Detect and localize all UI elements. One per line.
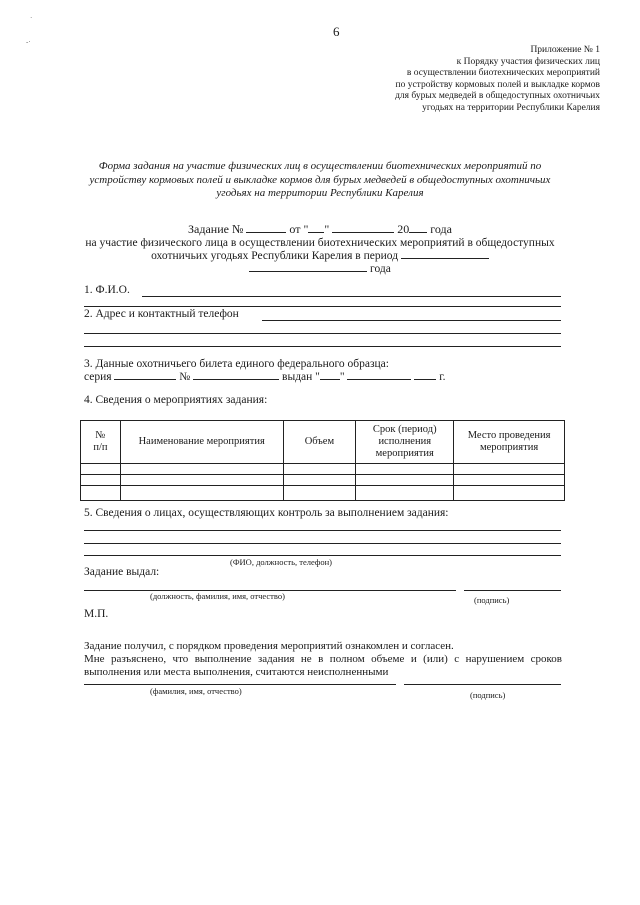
table-cell[interactable]	[283, 464, 356, 475]
appendix-line: для бурых медведей в общедоступных охотничьих	[395, 91, 600, 102]
table-cell[interactable]	[81, 475, 121, 486]
header-line: Срок (период)	[372, 424, 437, 435]
fio-field[interactable]	[142, 296, 561, 297]
task-day-field[interactable]	[308, 231, 324, 233]
table-cell[interactable]	[454, 475, 565, 486]
control-caption: (ФИО, должность, телефон)	[230, 557, 333, 567]
scan-mark: -·	[26, 38, 31, 46]
events-table	[80, 420, 565, 501]
series-label: серия	[84, 371, 112, 383]
fio-field-line-2[interactable]	[84, 306, 561, 307]
task-year-suffix: года	[430, 222, 452, 236]
receiver-signature-caption: (подпись)	[470, 690, 506, 700]
table-header-row	[81, 421, 565, 464]
events-label: 4. Сведения о мероприятиях задания:	[84, 394, 268, 406]
appendix-header	[320, 45, 600, 115]
table-cell[interactable]	[283, 475, 356, 486]
address-field-line-3[interactable]	[84, 346, 561, 347]
issued-by-label: Задание выдал:	[84, 566, 160, 578]
scan-mark: ·	[30, 14, 33, 22]
table-cell[interactable]	[81, 486, 121, 501]
ticket-number-label: №	[179, 371, 191, 383]
task-date-open: от "	[289, 222, 309, 236]
table-cell[interactable]	[120, 486, 283, 501]
task-subtitle-text: на участие физического лица в осуществлении биотехнических мероприятий в общедоступных охотничьих угодьях Республики Карелия в период	[85, 237, 555, 262]
table-cell[interactable]	[120, 464, 283, 475]
receiver-caption: (фамилия, имя, отчество)	[150, 686, 242, 696]
period-end-field[interactable]	[249, 270, 367, 272]
col-header-event-name	[120, 421, 283, 464]
fio-label: 1. Ф.И.О.	[84, 284, 130, 296]
table-row	[81, 486, 565, 501]
issued-by-caption: (должность, фамилия, имя, отчество)	[150, 591, 285, 601]
table-cell[interactable]	[283, 486, 356, 501]
table-cell[interactable]	[120, 475, 283, 486]
task-month-field[interactable]	[332, 231, 394, 233]
appendix-line: по устройству кормовых полей и выкладке кормов	[395, 79, 600, 90]
table-row	[81, 475, 565, 486]
col-header-volume	[283, 421, 356, 464]
period-start-field[interactable]	[401, 257, 489, 259]
appendix-line: угодьях на территории Республики Карелия	[422, 102, 600, 113]
ticket-details-row	[84, 371, 446, 383]
address-field[interactable]	[262, 320, 561, 321]
issued-day-field[interactable]	[320, 378, 340, 380]
table-cell[interactable]	[356, 475, 454, 486]
col-header-number	[81, 421, 121, 464]
task-year-field[interactable]	[409, 231, 427, 233]
issued-month-field[interactable]	[347, 378, 411, 380]
header-line: п/п	[93, 442, 108, 453]
table-cell[interactable]	[454, 486, 565, 501]
task-number-field[interactable]	[246, 231, 286, 233]
issued-quote: "	[339, 371, 345, 383]
col-header-location	[454, 421, 565, 464]
task-subtitle	[80, 237, 560, 276]
control-field[interactable]	[84, 530, 561, 531]
ticket-number-field[interactable]	[193, 378, 279, 380]
control-field-line-3[interactable]	[84, 555, 561, 556]
series-field[interactable]	[114, 378, 176, 380]
table-row	[81, 464, 565, 475]
table-cell[interactable]	[81, 464, 121, 475]
received-text: Задание получил, с порядком проведения мероприятий ознакомлен и согласен.	[84, 640, 454, 652]
issued-year-suffix: г.	[439, 371, 446, 383]
page-number: 6	[333, 24, 340, 39]
header-line: №	[95, 430, 106, 441]
header-line: Место проведения	[467, 430, 551, 441]
address-field-line-2[interactable]	[84, 333, 561, 334]
table-cell[interactable]	[356, 486, 454, 501]
table-cell[interactable]	[454, 464, 565, 475]
issued-label: выдан "	[282, 371, 320, 383]
task-year-prefix: 20	[397, 222, 410, 236]
control-label: 5. Сведения о лицах, осуществляющих контроль за выполнением задания:	[84, 507, 449, 519]
issued-by-signature-field[interactable]	[464, 590, 561, 591]
issued-by-signature-caption: (подпись)	[474, 595, 510, 605]
form-title: Форма задания на участие физических лиц в осуществлении биотехнических мероприятий по устройству кормовых полей и выкладке кормов для бурых медведей в общедоступных охотничьих угодьях на территории Республики Карелия	[89, 160, 551, 199]
receiver-name-field[interactable]	[84, 684, 396, 685]
period-suffix: года	[370, 263, 391, 275]
col-header-deadline	[356, 421, 454, 464]
appendix-line: Приложение № 1	[530, 45, 600, 55]
task-number-label: Задание №	[188, 222, 244, 236]
table-cell[interactable]	[356, 464, 454, 475]
issued-year-field[interactable]	[414, 378, 436, 380]
ticket-label: 3. Данные охотничьего билета единого федерального образца:	[84, 358, 389, 370]
header-line: Объем	[304, 436, 335, 447]
explained-text: Мне разъяснено, что выполнение задания не в полном объеме и (или) с нарушением сроков выполнения или места выполнения, считаются неисполненными	[84, 653, 562, 678]
address-label: 2. Адрес и контактный телефон	[84, 308, 239, 320]
header-line: исполнения	[378, 436, 432, 447]
stamp-label: М.П.	[84, 608, 109, 620]
appendix-line: в осуществлении биотехнических мероприятий	[406, 68, 600, 79]
header-line: Наименование мероприятия	[138, 436, 265, 447]
appendix-line: к Порядку участия физических лиц	[456, 56, 600, 67]
control-field-line-2[interactable]	[84, 543, 561, 544]
header-line: мероприятия	[375, 448, 434, 459]
task-heading	[0, 222, 640, 237]
receiver-signature-field[interactable]	[404, 684, 561, 685]
task-date-close: "	[324, 222, 330, 236]
header-line: мероприятия	[480, 442, 539, 453]
